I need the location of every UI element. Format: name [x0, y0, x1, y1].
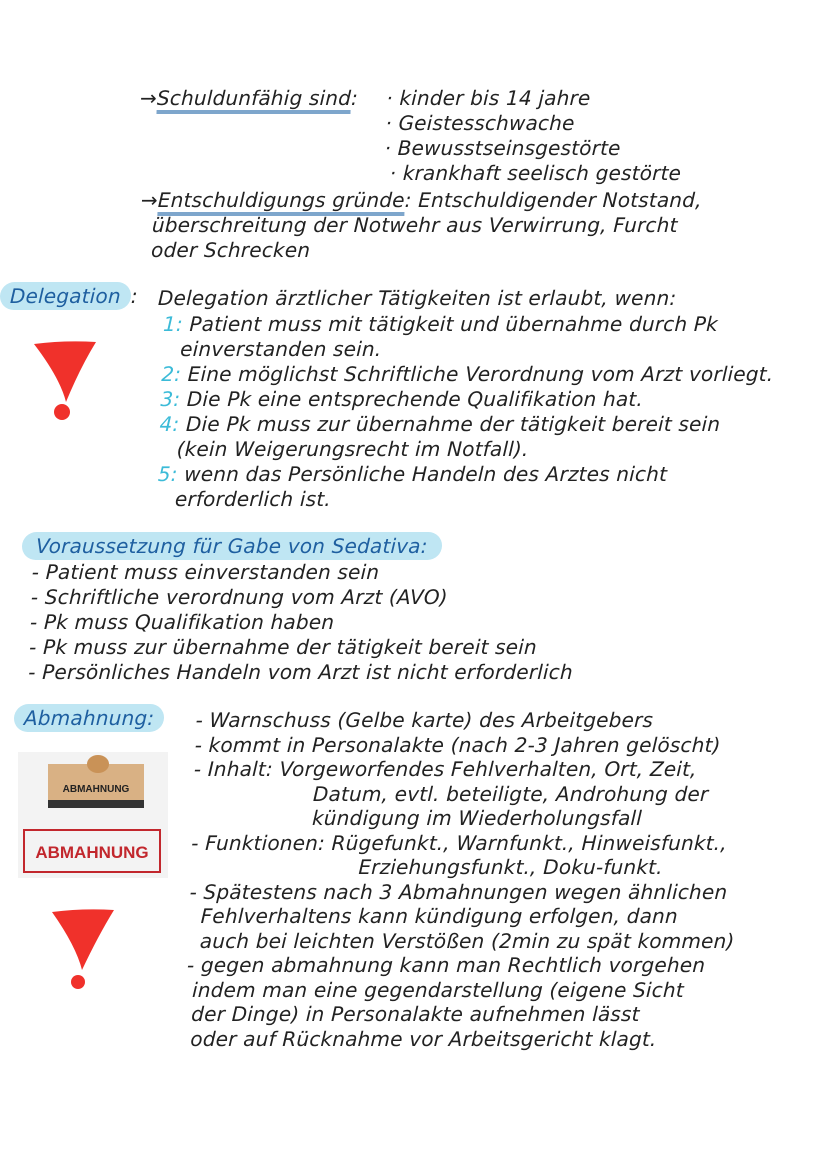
list-item: - Patient muss einverstanden sein [31, 560, 380, 584]
schuldunfaehig-heading: →Schuldunfähig sind: [140, 86, 359, 111]
list-item: - Pk muss zur übernahme der tätigkeit bereit sein [28, 635, 538, 659]
sedativa-title: Voraussetzung für Gabe von Sedativa: [22, 532, 443, 560]
list-item: - kommt in Personalakte (nach 2-3 Jahren gelöscht) [194, 732, 722, 757]
list-item: - Pk muss Qualifikation haben [29, 610, 335, 634]
list-item: - Warnschuss (Gelbe karte) des Arbeitgebers [195, 708, 654, 732]
delegation-list: 1: Patient muss mit tätigkeit und übernahme durch Pk einverstanden sein. 2: Eine möglichst Schriftliche Verordnung vom Arzt vorliegt. 3: Die Pk eine entsprechende Qualifikation hat. 4: Die Pk muss zur übernahme der tätigkeit bereit sein (kein Weigerungsrecht im Notfall). 5: wenn das Persönliche Handeln des Arztes nicht erforderlich ist. [157, 312, 774, 511]
schuldunfaehig-label: Schuldunfähig sind [156, 86, 351, 114]
svg-text:ABMAHNUNG: ABMAHNUNG [35, 843, 149, 862]
svg-text:ABMAHNUNG: ABMAHNUNG [62, 784, 130, 795]
entschuldigung-block: →Entschuldigungs gründe: Entschuldigender Notstand, überschreitung der Notwehr aus Verwirrung, Furcht oder Schrecken [140, 188, 703, 262]
warning-exclamation-icon [30, 338, 100, 422]
delegation-intro: Delegation ärztlicher Tätigkeiten ist erlaubt, wenn: [157, 286, 677, 310]
arrow-icon: → [140, 188, 159, 212]
sedativa-list [28, 560, 577, 685]
delegation-title: Delegation [0, 282, 131, 310]
list-item: - gegen abmahnung kann man Rechtlich vorgehen [186, 953, 706, 977]
list-item: · kinder bis 14 jahre [385, 86, 591, 110]
stamp-illustration-icon [18, 752, 168, 878]
list-item: - Spätestens nach 3 Abmahnungen wegen ähnlichen [189, 879, 728, 904]
abmahnung-stamp-image [18, 752, 168, 878]
warning-exclamation-icon [48, 906, 118, 990]
list-item: · krankhaft seelisch gestörte [389, 161, 682, 185]
list-item: - Inhalt: Vorgeworfendes Fehlverhalten, Ort, Zeit, [193, 757, 698, 781]
list-item: - Persönliches Handeln vom Arzt ist nicht erforderlich [27, 660, 574, 684]
schuldunfaehig-list [383, 86, 684, 186]
list-item: - Schriftliche verordnung vom Arzt (AVO) [30, 585, 449, 609]
abmahnung-title: Abmahnung: [14, 704, 165, 732]
list-item: · Geistesschwache [385, 111, 576, 135]
list-item: · Bewusstseinsgestörte [384, 136, 622, 160]
abmahnung-list: - Warnschuss (Gelbe karte) des Arbeitgebers - kommt in Personalakte (nach 2-3 Jahren gelöscht) - Inhalt: Vorgeworfendes Fehlverhalten, Ort, Zeit, Datum, evtl. beteiligte, Androhung der kündigung im Wiederholungsfall - Funktionen: Rügefunkt., Warnfunkt., Hinweisfunkt., Erziehungsfunkt., Doku-funkt. - Spätestens nach 3 Abmahnungen wegen ähnlichen Fehlverhaltens kann kündigung erfolgen, dann auch bei leichten Verstößen (2min zu spät kommen) - gegen abmahnung kann man Rechtlich vorgehen indem man eine gegendarstellung (eigene Sicht der Dinge) in Personalakte aufnehmen lässt oder auf Rücknahme vor Arbeitsgericht klagt. [184, 708, 743, 1051]
entschuldigung-label: Entschuldigungs gründe [157, 188, 405, 216]
arrow-icon: → [139, 86, 158, 110]
list-item: - Funktionen: Rügefunkt., Warnfunkt., Hinweisfunkt., [190, 830, 728, 855]
